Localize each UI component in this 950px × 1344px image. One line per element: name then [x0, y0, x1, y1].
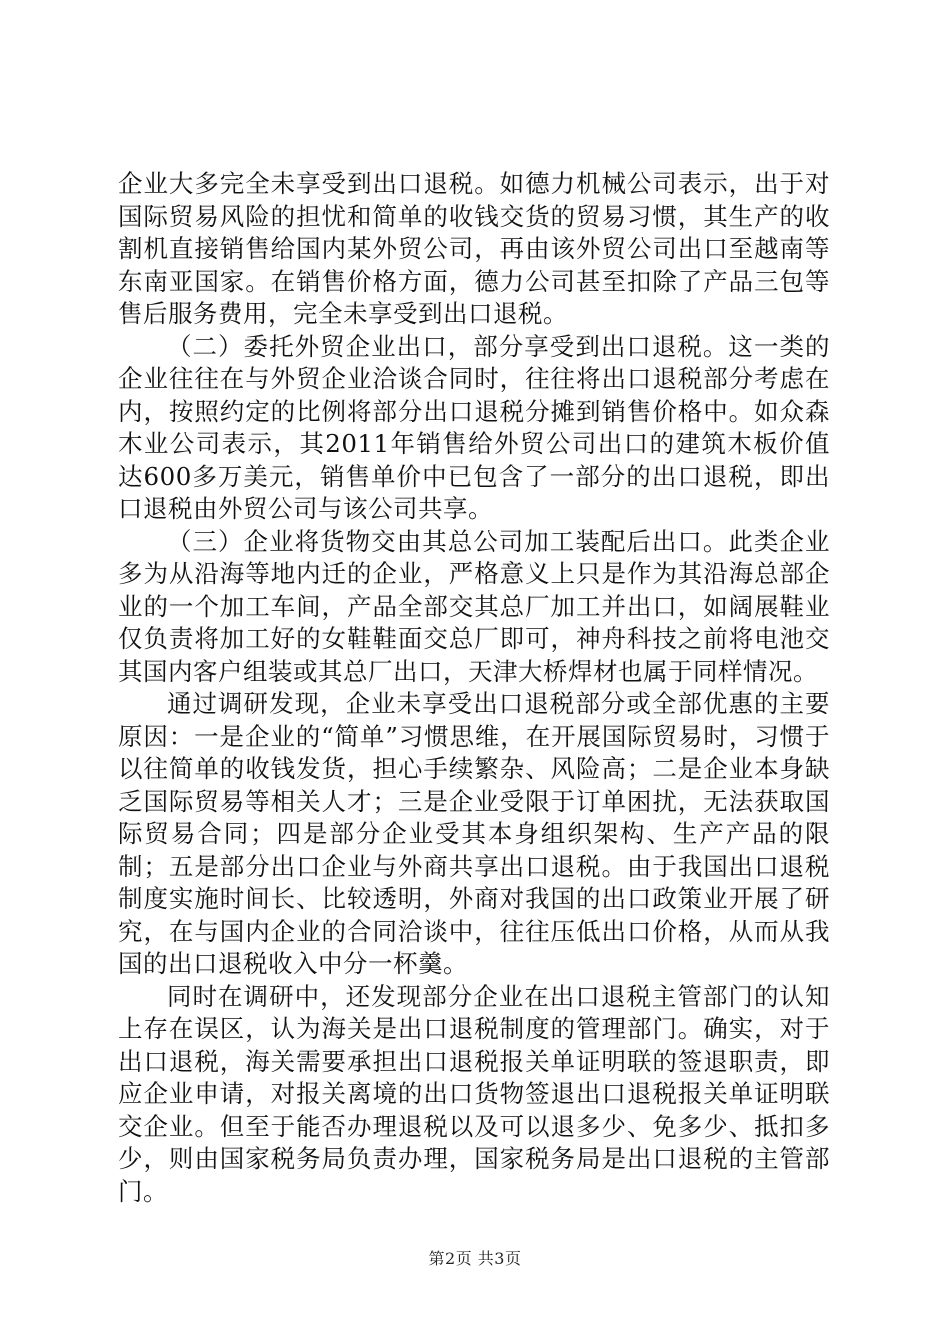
paragraph-research-findings: 通过调研发现，企业未享受出口退税部分或全部优惠的主要原因：一是企业的“简单”习惯思维，在开展国际贸易时，习惯于以往简单的收钱发货，担心手续繁杂、风险高；二是企业本身缺乏国际贸易等相关人才；三是企业受限于订单困扰，无法获取国际贸易合同；四是部分企业受其本身组织架构、生产产品的限制；五是部分出口企业与外商共享出口退税。由于我国出口退税制度实施时间长、比较透明，外商对我国的出口政策业开展了研究，在与国内企业的合同洽谈中，往往压低出口价格，从而从我国的出口退税收入中分一杯羹。 — [118, 689, 830, 978]
paragraph-misconception: 同时在调研中，还发现部分企业在出口退税主管部门的认知上存在误区，认为海关是出口退税制度的管理部门。确实，对于出口退税，海关需要承担出口退税报关单证明联的签退职责，即应企业申请，对报关离境的出口货物签退出口退税报关单证明联交企业。但至于能否办理退税以及可以退多少、免多少、抵扣多少，则由国家税务局负责办理，国家税务局是出口退税的主管部门。 — [118, 981, 830, 1206]
paragraph-continued: 企业大多完全未享受到出口退税。如德力机械公司表示，出于对国际贸易风险的担忧和简单的收钱交货的贸易习惯，其生产的收割机直接销售给国内某外贸公司，再由该外贸公司出口至越南等东南亚国家。在销售价格方面，德力公司甚至扣除了产品三包等售后服务费用，完全未享受到出口退税。 — [118, 169, 830, 328]
page-footer: 第2页 共3页 — [428, 1249, 522, 1268]
paragraph-section-three: （三）企业将货物交由其总公司加工装配后出口。此类企业多为从沿海等地内迁的企业，严格意义上只是作为其沿海总部企业的一个加工车间，产品全部交其总厂加工并出口，如阔展鞋业仅负责将加工好的女鞋鞋面交总厂即可，神舟科技之前将电池交其国内客户组装或其总厂出口，天津大桥焊材也属于同样情况。 — [118, 526, 830, 686]
paragraph-section-two: （二）委托外贸企业出口，部分享受到出口退税。这一类的企业往往在与外贸企业洽谈合同时，往往将出口退税部分考虑在内，按照约定的比例将部分出口退税分摊到销售价格中。如众森木业公司表示，其2011年销售给外贸公司出口的建筑木板价值达600多万美元，销售单价中已包含了一部分的出口退税，即出口退税由外贸公司与该公司共享。 — [118, 331, 830, 523]
document-body — [118, 168, 830, 1208]
